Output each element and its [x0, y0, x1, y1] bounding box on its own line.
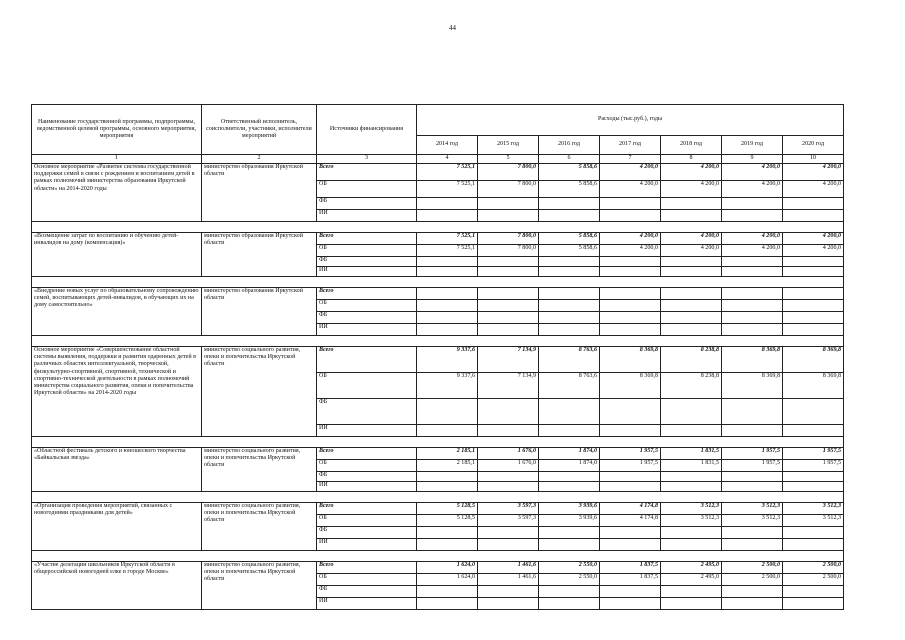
expense-value: 2 550,0	[539, 562, 600, 574]
column-number: 10	[783, 155, 844, 164]
expense-value	[600, 527, 661, 539]
measure-name: «Организация проведения мероприятий, связанных с новогодними праздниками для детей»	[32, 503, 202, 551]
expense-value: 1 624,0	[417, 562, 478, 574]
expense-value	[722, 482, 783, 492]
table-row	[32, 448, 844, 460]
expense-value	[722, 198, 783, 210]
expense-value: 7 800,0	[478, 245, 539, 257]
expense-value: 9 337,6	[417, 347, 478, 373]
header-executor: Ответственный исполнитель, соисполнители, участники, исполнители мероприятий	[202, 105, 317, 155]
row-separator	[32, 222, 844, 233]
expense-value: 8 369,8	[722, 347, 783, 373]
row-separator	[32, 551, 844, 562]
expense-value	[539, 288, 600, 300]
expense-value	[783, 527, 844, 539]
expense-value: 4 200,0	[722, 245, 783, 257]
expense-value	[478, 288, 539, 300]
expense-value: 1 676,0	[478, 448, 539, 460]
measure-executor: министерство образования Иркутской области	[202, 288, 317, 336]
expense-value	[539, 257, 600, 267]
row-separator	[32, 277, 844, 288]
expense-value: 8 369,8	[600, 373, 661, 399]
measure-executor: министерство социального развития, опеки и попечительства Иркутской области	[202, 347, 317, 437]
funding-source: ОБ	[317, 460, 417, 472]
table-header	[32, 105, 844, 164]
expense-value: 1 957,5	[600, 448, 661, 460]
expense-value: 4 174,8	[600, 503, 661, 515]
expense-value	[783, 210, 844, 222]
expense-value	[417, 472, 478, 482]
expense-value	[783, 312, 844, 324]
expense-value	[478, 210, 539, 222]
funding-source: ОБ	[317, 181, 417, 198]
expense-value	[539, 198, 600, 210]
funding-source: ОБ	[317, 515, 417, 527]
expense-value: 4 200,0	[722, 233, 783, 245]
expense-value	[478, 539, 539, 551]
funding-source: Всего	[317, 288, 417, 300]
expense-value	[722, 598, 783, 610]
funding-source: ИИ	[317, 482, 417, 492]
expense-value	[722, 267, 783, 277]
expense-value: 7 525,1	[417, 164, 478, 181]
expense-value: 1 831,5	[661, 448, 722, 460]
separator-cell	[32, 492, 844, 503]
table-row	[32, 503, 844, 515]
expense-value: 4 200,0	[722, 164, 783, 181]
expense-value	[783, 257, 844, 267]
expense-value	[661, 539, 722, 551]
expense-value	[600, 324, 661, 336]
expense-value	[417, 288, 478, 300]
expense-value	[722, 399, 783, 425]
expense-value: 7 800,0	[478, 233, 539, 245]
expense-value	[600, 257, 661, 267]
expense-value: 1 957,5	[722, 460, 783, 472]
funding-source: Всего	[317, 448, 417, 460]
expense-value	[417, 527, 478, 539]
measure-executor: министерство образования Иркутской области	[202, 164, 317, 222]
expense-value	[722, 210, 783, 222]
measure-name: «Возмещение затрат по воспитанию и обучению детей-инвалидов на дому (компенсация)»	[32, 233, 202, 277]
budget-table	[31, 104, 844, 610]
expense-value	[539, 399, 600, 425]
expense-value	[661, 527, 722, 539]
expense-value	[661, 288, 722, 300]
expense-value	[600, 482, 661, 492]
funding-source: ИИ	[317, 324, 417, 336]
expense-value	[478, 425, 539, 437]
expense-value: 9 337,6	[417, 373, 478, 399]
expense-value	[722, 539, 783, 551]
expense-value: 5 858,6	[539, 181, 600, 198]
column-number: 5	[478, 155, 539, 164]
expense-value	[783, 425, 844, 437]
expense-value	[539, 472, 600, 482]
expense-value	[783, 300, 844, 312]
column-numbers-row	[32, 155, 844, 164]
column-number: 3	[317, 155, 417, 164]
expense-value	[661, 482, 722, 492]
column-number: 6	[539, 155, 600, 164]
funding-source: Всего	[317, 503, 417, 515]
expense-value	[783, 399, 844, 425]
expense-value	[722, 586, 783, 598]
separator-cell	[32, 336, 844, 347]
expense-value: 4 200,0	[783, 181, 844, 198]
header-sources: Источники финансирования	[317, 105, 417, 155]
expense-value	[417, 210, 478, 222]
expense-value: 8 763,6	[539, 347, 600, 373]
measure-name: «Областной фестиваль детского и юношеского творчества «Байкальская звезда»	[32, 448, 202, 492]
expense-value	[661, 312, 722, 324]
expense-value	[722, 527, 783, 539]
column-number: 2	[202, 155, 317, 164]
expense-value: 4 200,0	[600, 233, 661, 245]
expense-value	[478, 257, 539, 267]
funding-source: Всего	[317, 347, 417, 373]
expense-value: 3 597,3	[478, 503, 539, 515]
header-year: 2017 год	[600, 136, 661, 155]
funding-source: ОБ	[317, 574, 417, 586]
expense-value: 2 500,0	[783, 574, 844, 586]
column-number: 8	[661, 155, 722, 164]
expense-value	[539, 586, 600, 598]
funding-source: Всего	[317, 233, 417, 245]
measure-executor: министерство социального развития, опеки и попечительства Иркутской области	[202, 448, 317, 492]
expense-value	[722, 312, 783, 324]
expense-value	[417, 312, 478, 324]
expense-value	[478, 324, 539, 336]
expense-value: 2 185,1	[417, 448, 478, 460]
expense-value: 3 512,3	[722, 515, 783, 527]
expense-value	[539, 210, 600, 222]
expense-value	[478, 267, 539, 277]
funding-source: ОБ	[317, 245, 417, 257]
expense-value	[478, 527, 539, 539]
expense-value	[783, 198, 844, 210]
expense-value: 4 200,0	[661, 164, 722, 181]
expense-value: 3 512,3	[661, 515, 722, 527]
expense-value: 4 200,0	[600, 164, 661, 181]
measure-name: Основное мероприятие «Совершенствование областной системы выявления, поддержки и развития одаренных детей в различных областях интеллектуальной, творческой, физкультурно-спортивной, спортивной, технической и спортивно-технической деятельности в рамках полномочий министерства социального развития, опеки и попечительства Иркутской области» на 2014-2020 годы	[32, 347, 202, 437]
header-name: Наименование государственной программы, подпрограммы, ведомственной целевой программы, основного мероприятия, мероприятия	[32, 105, 202, 155]
expense-value: 2 500,0	[722, 562, 783, 574]
expense-value	[539, 300, 600, 312]
expense-value	[783, 472, 844, 482]
expense-value: 7 134,9	[478, 373, 539, 399]
funding-source: ФБ	[317, 527, 417, 539]
expense-value	[539, 312, 600, 324]
expense-value: 1 837,5	[600, 574, 661, 586]
expense-value: 5 128,5	[417, 515, 478, 527]
expense-value	[539, 267, 600, 277]
expense-value	[783, 598, 844, 610]
expense-value: 4 200,0	[661, 245, 722, 257]
header-year: 2014 год	[417, 136, 478, 155]
funding-source: ИИ	[317, 598, 417, 610]
expense-value: 1 874,0	[539, 448, 600, 460]
table-row	[32, 347, 844, 373]
funding-source: ИИ	[317, 425, 417, 437]
expense-value	[661, 598, 722, 610]
expense-value	[478, 472, 539, 482]
expense-value: 8 369,8	[783, 373, 844, 399]
column-number: 4	[417, 155, 478, 164]
expense-value: 3 939,6	[539, 503, 600, 515]
expense-value	[661, 210, 722, 222]
expense-value	[478, 312, 539, 324]
expense-value: 7 134,9	[478, 347, 539, 373]
expense-value	[600, 198, 661, 210]
separator-cell	[32, 277, 844, 288]
expense-value: 8 238,8	[661, 347, 722, 373]
expense-value: 4 200,0	[661, 233, 722, 245]
expense-value: 1 831,5	[661, 460, 722, 472]
expense-value	[478, 198, 539, 210]
expense-value	[417, 539, 478, 551]
expense-value: 1 957,5	[783, 460, 844, 472]
header-year: 2016 год	[539, 136, 600, 155]
expense-value: 1 461,6	[478, 562, 539, 574]
expense-value: 3 512,3	[661, 503, 722, 515]
row-separator	[32, 492, 844, 503]
expense-value	[417, 198, 478, 210]
expense-value	[600, 425, 661, 437]
expense-value	[722, 472, 783, 482]
expense-value: 1 957,5	[600, 460, 661, 472]
expense-value	[661, 257, 722, 267]
funding-source: ФБ	[317, 312, 417, 324]
expense-value	[783, 586, 844, 598]
expense-value: 7 525,1	[417, 245, 478, 257]
expense-value: 4 200,0	[600, 181, 661, 198]
funding-source: ФБ	[317, 399, 417, 425]
expense-value: 7 800,0	[478, 164, 539, 181]
expense-value: 4 200,0	[783, 164, 844, 181]
expense-value: 2 495,0	[661, 562, 722, 574]
expense-value	[478, 482, 539, 492]
expense-value: 8 238,8	[661, 373, 722, 399]
measure-executor: министерство образования Иркутской области	[202, 233, 317, 277]
expense-value: 2 500,0	[783, 562, 844, 574]
table-row	[32, 233, 844, 245]
expense-value	[661, 198, 722, 210]
expense-value	[539, 598, 600, 610]
expense-value	[600, 288, 661, 300]
expense-value: 1 624,0	[417, 574, 478, 586]
expense-value	[722, 288, 783, 300]
funding-source: ФБ	[317, 198, 417, 210]
expense-value	[661, 425, 722, 437]
expense-value	[600, 267, 661, 277]
expense-value: 4 200,0	[600, 245, 661, 257]
expense-value	[539, 425, 600, 437]
expense-value	[661, 300, 722, 312]
table-row	[32, 562, 844, 574]
funding-source: Всего	[317, 562, 417, 574]
funding-source: ФБ	[317, 586, 417, 598]
page-number: 44	[449, 24, 456, 32]
expense-value	[783, 482, 844, 492]
header-year: 2015 год	[478, 136, 539, 155]
expense-value	[478, 586, 539, 598]
expense-value	[417, 399, 478, 425]
column-number: 9	[722, 155, 783, 164]
expense-value: 1 837,5	[600, 562, 661, 574]
expense-value	[783, 267, 844, 277]
expense-value: 5 858,6	[539, 164, 600, 181]
expense-value: 5 858,6	[539, 233, 600, 245]
expense-value: 1 676,0	[478, 460, 539, 472]
expense-value: 1 461,6	[478, 574, 539, 586]
expense-value	[417, 425, 478, 437]
expense-value	[783, 324, 844, 336]
expense-value	[600, 472, 661, 482]
measure-executor: министерство социального развития, опеки и попечительства Иркутской области	[202, 562, 317, 610]
funding-source: ОБ	[317, 300, 417, 312]
measure-name: Основное мероприятие «Развитие системы государственной поддержки семей в связи с рождением и воспитанием детей в рамках полномочий министерства образования Иркутской области» на 2014-2020 годы	[32, 164, 202, 222]
expense-value	[417, 324, 478, 336]
funding-source: ИИ	[317, 210, 417, 222]
expense-value: 7 525,1	[417, 181, 478, 198]
funding-source: ИИ	[317, 267, 417, 277]
expense-value	[539, 527, 600, 539]
table-row	[32, 288, 844, 300]
expense-value: 3 512,3	[783, 515, 844, 527]
expense-value: 4 200,0	[722, 181, 783, 198]
measure-executor: министерство социального развития, опеки и попечительства Иркутской области	[202, 503, 317, 551]
expense-value: 5 128,5	[417, 503, 478, 515]
column-number: 1	[32, 155, 202, 164]
header-expenses: Расходы (тыс.руб.), годы	[417, 105, 844, 136]
expense-value: 3 512,3	[722, 503, 783, 515]
measure-name: «Внедрение новых услуг по образовательному сопровождению семей, воспитывающих детей-инвалидов, в обучающих их на дому самостоятельно»	[32, 288, 202, 336]
expense-value	[661, 399, 722, 425]
expense-value	[722, 425, 783, 437]
expense-value: 2 550,0	[539, 574, 600, 586]
funding-source: Всего	[317, 164, 417, 181]
expense-value	[600, 210, 661, 222]
expense-value: 2 185,1	[417, 460, 478, 472]
measure-name: «Участие делегации школьников Иркутской области в общероссийской новогодней елке в городе Москве»	[32, 562, 202, 610]
expense-value: 8 369,8	[783, 347, 844, 373]
expense-value	[539, 482, 600, 492]
expense-value: 4 200,0	[661, 181, 722, 198]
expense-value	[600, 312, 661, 324]
expense-value: 8 369,8	[600, 347, 661, 373]
expense-value	[539, 324, 600, 336]
expense-value: 7 525,1	[417, 233, 478, 245]
expense-value	[722, 324, 783, 336]
expense-value	[600, 300, 661, 312]
expense-value	[478, 598, 539, 610]
expense-value	[417, 300, 478, 312]
expense-value: 2 500,0	[722, 574, 783, 586]
separator-cell	[32, 437, 844, 448]
expense-value	[783, 288, 844, 300]
expense-value	[783, 539, 844, 551]
expense-value	[661, 267, 722, 277]
expense-value	[600, 539, 661, 551]
funding-source: ФБ	[317, 472, 417, 482]
funding-source: ФБ	[317, 257, 417, 267]
expense-value	[722, 257, 783, 267]
expense-value	[661, 324, 722, 336]
expense-value: 3 939,6	[539, 515, 600, 527]
expense-value: 4 200,0	[783, 233, 844, 245]
table-row	[32, 164, 844, 181]
table-body	[32, 164, 844, 610]
header-year: 2018 год	[661, 136, 722, 155]
header-year: 2019 год	[722, 136, 783, 155]
expense-value: 3 512,3	[783, 503, 844, 515]
expense-value	[539, 539, 600, 551]
expense-value: 8 763,6	[539, 373, 600, 399]
expense-value: 3 597,3	[478, 515, 539, 527]
expense-value	[478, 300, 539, 312]
expense-value	[417, 257, 478, 267]
expense-value	[600, 598, 661, 610]
header-year: 2020 год	[783, 136, 844, 155]
expense-value: 5 858,6	[539, 245, 600, 257]
separator-cell	[32, 222, 844, 233]
row-separator	[32, 336, 844, 347]
expense-value: 2 495,0	[661, 574, 722, 586]
expense-value: 4 200,0	[783, 245, 844, 257]
expense-value: 4 174,8	[600, 515, 661, 527]
expense-value	[417, 586, 478, 598]
funding-source: ИИ	[317, 539, 417, 551]
funding-source: ОБ	[317, 373, 417, 399]
expense-value: 1 957,5	[722, 448, 783, 460]
row-separator	[32, 437, 844, 448]
expense-value: 1 874,0	[539, 460, 600, 472]
expense-value	[661, 586, 722, 598]
expense-value	[478, 399, 539, 425]
expense-value	[600, 586, 661, 598]
expense-value	[661, 472, 722, 482]
expense-value	[417, 598, 478, 610]
expense-value	[417, 482, 478, 492]
expense-value	[417, 267, 478, 277]
expense-value: 7 800,0	[478, 181, 539, 198]
expense-value	[600, 399, 661, 425]
column-number: 7	[600, 155, 661, 164]
expense-value: 8 369,8	[722, 373, 783, 399]
separator-cell	[32, 551, 844, 562]
expense-value	[722, 300, 783, 312]
expense-value: 1 957,5	[783, 448, 844, 460]
